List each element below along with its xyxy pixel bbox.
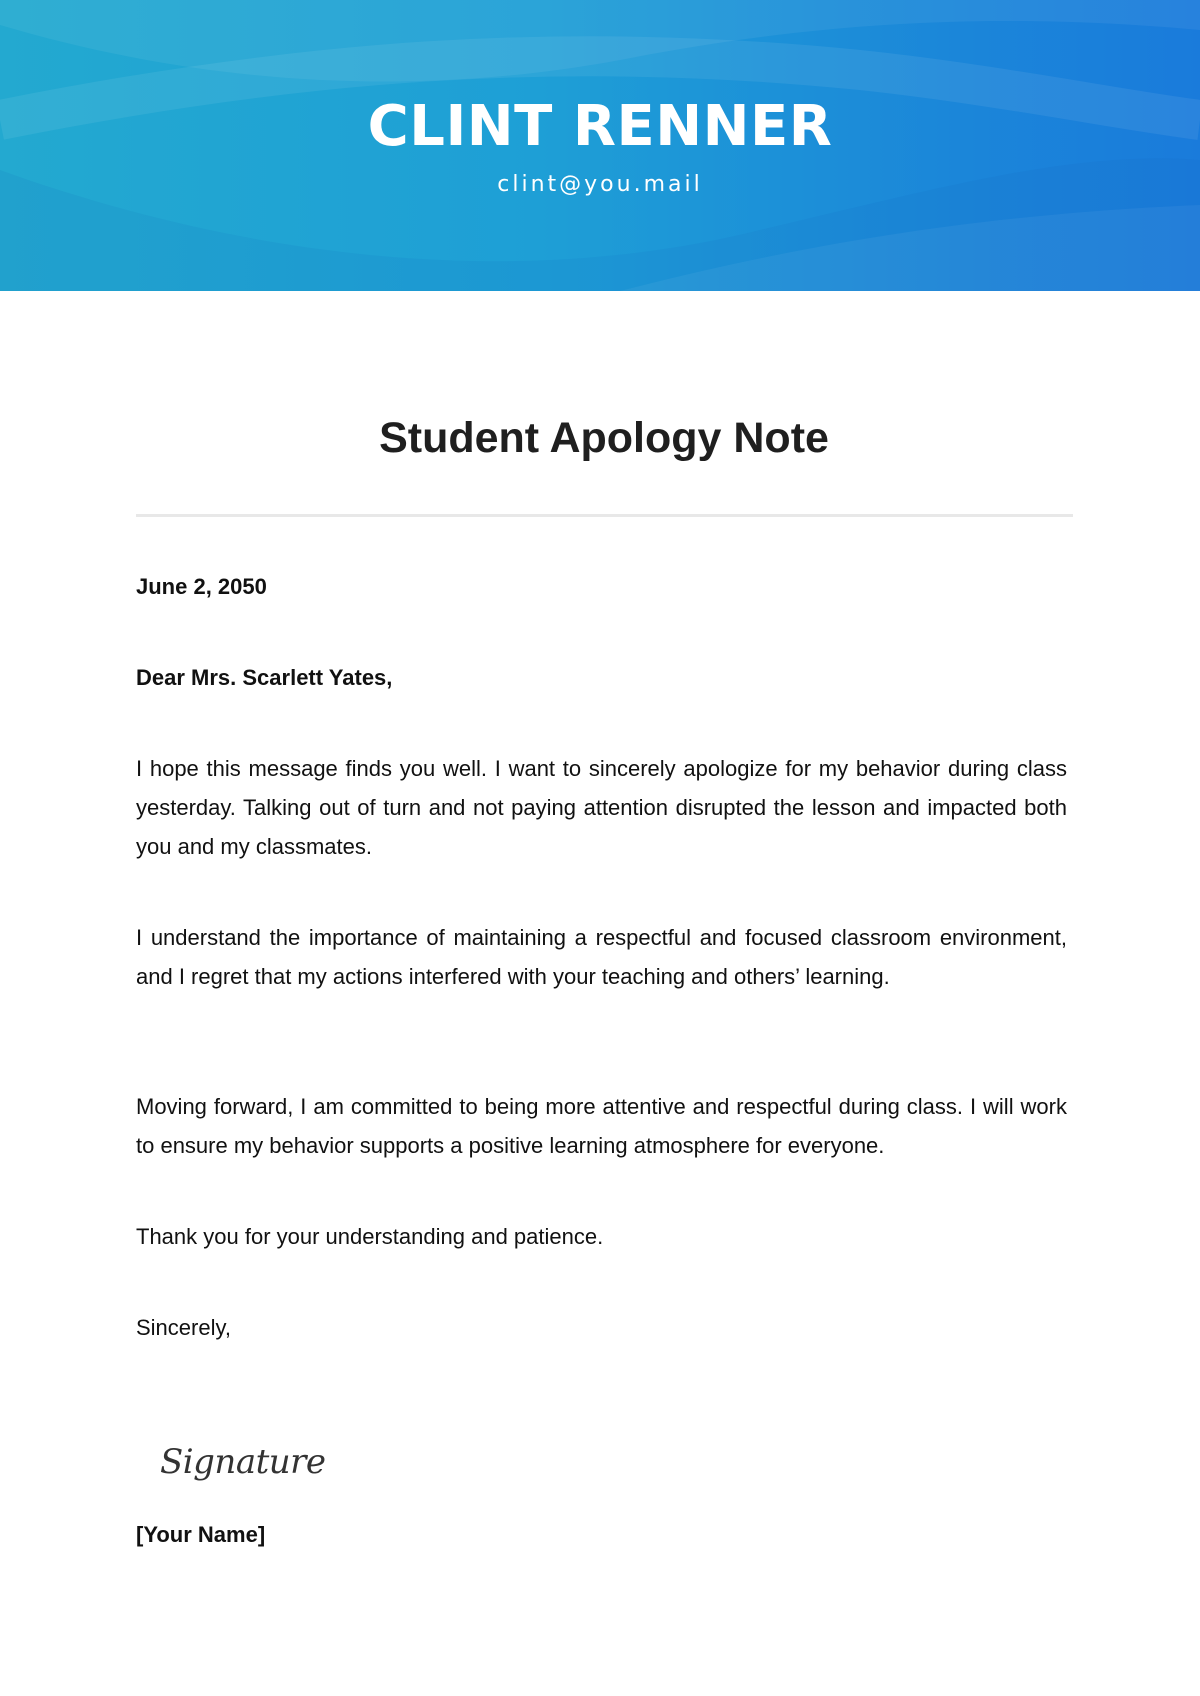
letterhead-email: clint@you.mail	[497, 172, 703, 197]
letter-paragraph-2: I understand the importance of maintaining a respectful and focused classroom environment, and I regret that my actions interfered with your teaching and others’ learning.	[136, 925, 1067, 989]
letterhead-banner	[0, 0, 1200, 291]
letter-paragraph-1: I hope this message finds you well. I want to sincerely apologize for my behavior during class yesterday. Talking out of turn and not paying attention disrupted the lesson and impacted both you and my classmates.	[136, 756, 1067, 859]
letterhead-name: CLINT RENNER	[367, 94, 833, 159]
letter-date: June 2, 2050	[136, 574, 267, 599]
letter-paragraph-3: Moving forward, I am committed to being more attentive and respectful during class. I will work to ensure my behavior supports a positive learning atmosphere for everyone.	[136, 1094, 1067, 1158]
letter-closing: Sincerely,	[136, 1315, 231, 1340]
letter-salutation: Dear Mrs. Scarlett Yates,	[136, 665, 393, 690]
signer-name: [Your Name]	[136, 1522, 266, 1547]
letter-paragraph-4: Thank you for your understanding and patience.	[136, 1224, 604, 1249]
signature-image: Signature	[160, 1442, 326, 1482]
document-title: Student Apology Note	[379, 414, 829, 462]
title-divider	[136, 514, 1073, 517]
